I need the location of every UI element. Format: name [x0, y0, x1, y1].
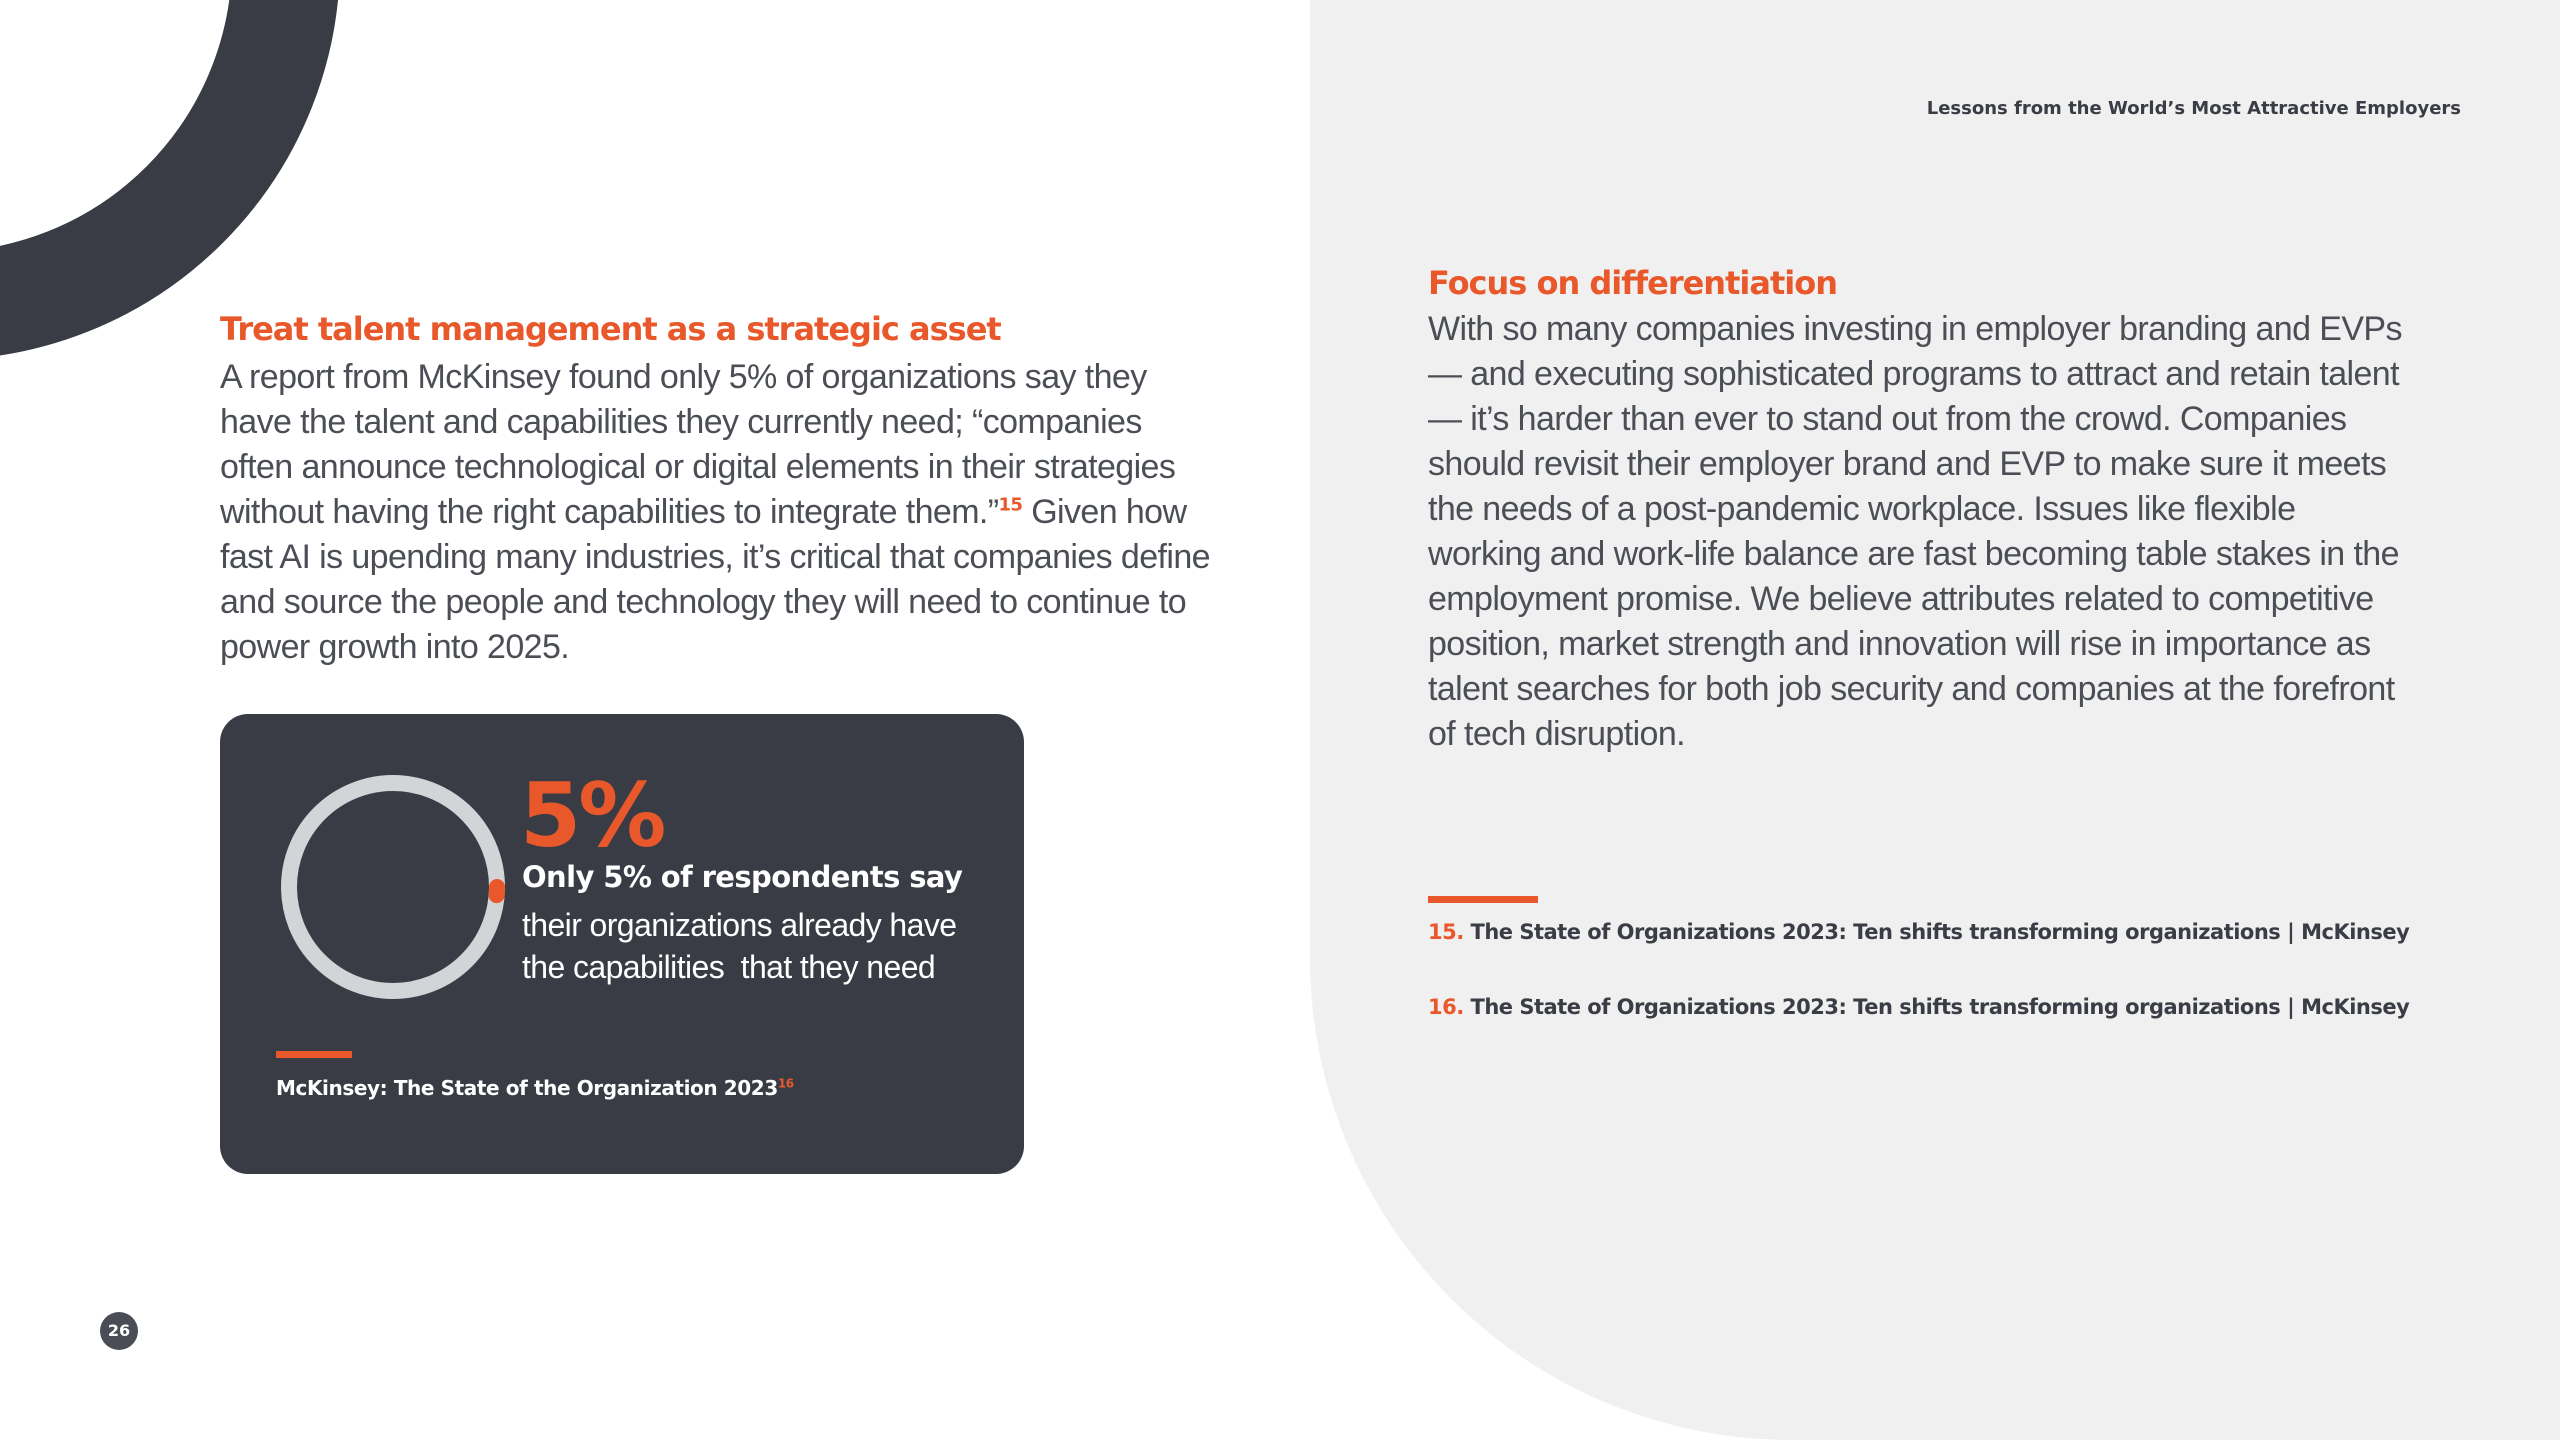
stat-card	[220, 714, 1024, 1174]
body-line-text: without having the right capabilities to integrate them.”	[220, 493, 999, 531]
footnote-16	[1428, 995, 2409, 1019]
footnote-link[interactable]: The State of Organizations 2023: Ten shifts transforming organizations | McKinsey	[1470, 920, 2410, 944]
card-divider	[276, 1051, 352, 1058]
stat-description-line: the capabilities that they need	[522, 949, 936, 985]
body-line: A report from McKinsey found only 5% of organizations say they	[220, 358, 1147, 396]
body-line: and source the people and technology they will need to continue to	[220, 583, 1187, 621]
progress-ring	[276, 770, 510, 1004]
footnote-number: 16.	[1428, 995, 1464, 1019]
footnote-15	[1428, 920, 2409, 944]
body-line: should revisit their employer brand and EVP to make sure it meets	[1428, 445, 2387, 483]
footnote-ref-15[interactable]: 15	[998, 494, 1023, 516]
stat-description-line: their organizations already have	[522, 907, 957, 943]
body-line: — it’s harder than ever to stand out from the crowd. Companies	[1428, 400, 2347, 438]
body-line: With so many companies investing in employer branding and EVPs	[1428, 310, 2402, 348]
page-number-badge: 26	[100, 1312, 138, 1350]
body-line: talent searches for both job security and companies at the forefront	[1428, 670, 2395, 708]
body-line: the needs of a post-pandemic workplace. Issues like flexible	[1428, 490, 2296, 528]
body-line: power growth into 2025.	[220, 628, 570, 666]
section-body-differentiation	[1428, 307, 2402, 757]
footnote-ref-16[interactable]: 16	[777, 1076, 794, 1091]
body-line: working and work-life balance are fast becoming table stakes in the	[1428, 535, 2399, 573]
body-line: often announce technological or digital elements in their strategies	[220, 448, 1176, 486]
stat-value: 5%	[520, 764, 664, 867]
progress-ring-track	[289, 783, 497, 991]
document-title: Lessons from the World’s Most Attractive Employers	[1926, 98, 2461, 119]
section-heading-differentiation: Focus on differentiation	[1428, 264, 1837, 302]
body-line: of tech disruption.	[1428, 715, 1685, 753]
stat-source-text: McKinsey: The State of the Organization 2023	[276, 1076, 778, 1100]
footnote-link[interactable]: The State of Organizations 2023: Ten shifts transforming organizations | McKinsey	[1470, 995, 2410, 1019]
body-line: employment promise. We believe attributes related to competitive	[1428, 580, 2374, 618]
body-line: — and executing sophisticated programs to attract and retain talent	[1428, 355, 2399, 393]
footnotes-divider	[1428, 896, 1538, 903]
body-line-text: Given how	[1022, 493, 1187, 531]
stat-headline: Only 5% of respondents say	[522, 860, 963, 894]
body-line: position, market strength and innovation will rise in importance as	[1428, 625, 2371, 663]
corner-arc-shape	[0, 0, 286, 306]
body-line: fast AI is upending many industries, it’s critical that companies define	[220, 538, 1210, 576]
section-heading-talent-management: Treat talent management as a strategic asset	[220, 310, 1001, 348]
body-line	[220, 490, 1210, 535]
stat-source	[276, 1076, 794, 1100]
section-body-talent-management	[220, 355, 1210, 670]
body-line: have the talent and capabilities they currently need; “companies	[220, 403, 1142, 441]
stat-description	[522, 904, 956, 988]
footnote-number: 15.	[1428, 920, 1464, 944]
